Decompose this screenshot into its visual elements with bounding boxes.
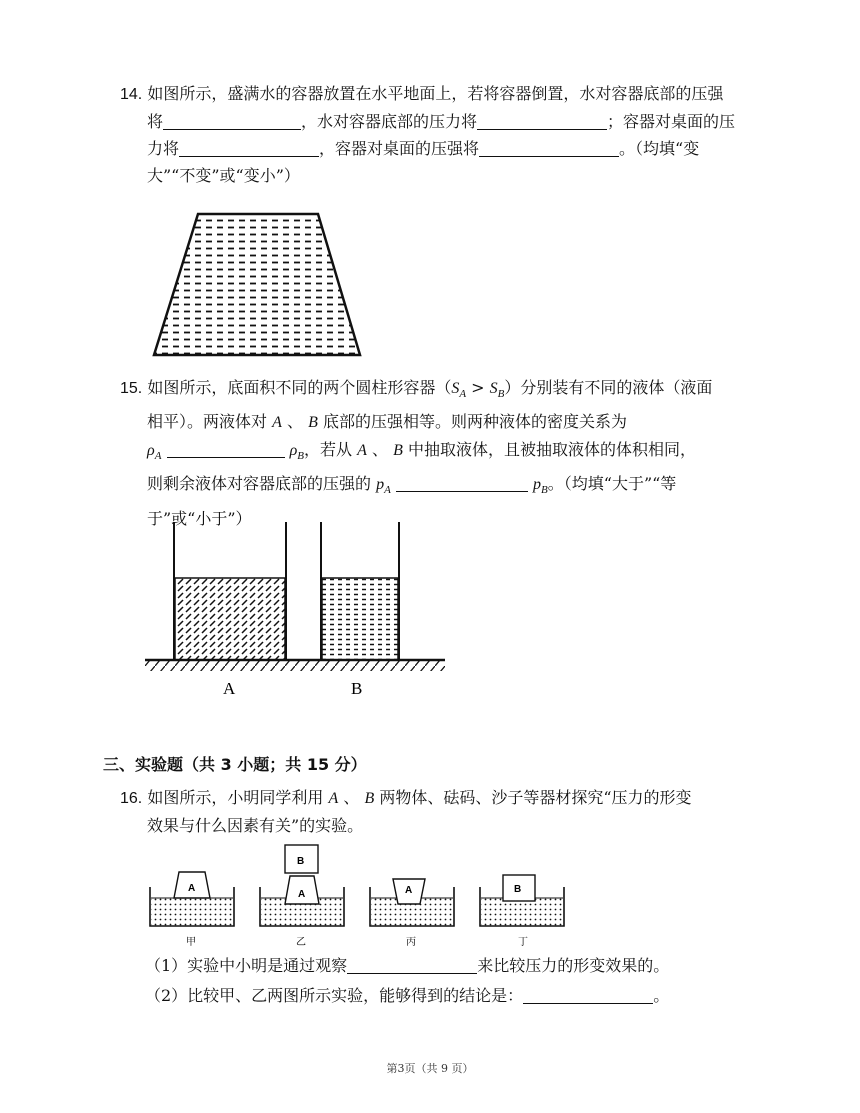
tray-yi bbox=[260, 845, 344, 948]
q16-number: 16. bbox=[120, 790, 143, 807]
q16-line-2: 效果与什么因素有关”的实验。 bbox=[147, 816, 364, 835]
tray-bing bbox=[370, 879, 454, 948]
svg-text:A: A bbox=[405, 885, 413, 896]
q14-line-2: 将 ，水对容器底部的压力将 ；容器对桌面的压 bbox=[147, 112, 736, 131]
tray-jia bbox=[150, 872, 234, 948]
q14-blank-1[interactable] bbox=[163, 111, 301, 130]
container-a-label: A bbox=[223, 679, 236, 698]
question-15 bbox=[120, 374, 765, 532]
q16-subquestion-1: （1）实验中小明是通过观察 来比较压力的形变效果的。 bbox=[145, 956, 670, 975]
q14-blank-4[interactable] bbox=[479, 138, 619, 157]
container-b-label: B bbox=[351, 679, 363, 698]
q16-sand-tray-figure bbox=[148, 842, 568, 952]
tray-ding bbox=[480, 875, 564, 948]
q14-line-3: 力将 ，容器对桌面的压强将 。（均填“变 bbox=[147, 139, 700, 158]
q15-blank-1[interactable] bbox=[167, 439, 285, 458]
caption-bing: 丙 bbox=[406, 937, 416, 948]
q14-blank-3[interactable] bbox=[179, 138, 319, 157]
q16-blank-2[interactable] bbox=[523, 985, 653, 1004]
container-b-liquid bbox=[322, 578, 398, 660]
caption-yi: 乙 bbox=[296, 937, 306, 948]
caption-jia: 甲 bbox=[186, 937, 196, 948]
q16-subquestion-2: （2）比较甲、乙两图所示实验，能够得到的结论是： 。 bbox=[145, 986, 670, 1005]
q14-line-1: 14. 如图所示，盛满水的容器放置在水平地面上，若将容器倒置，水对容器底部的压强 bbox=[120, 84, 724, 103]
svg-text:A: A bbox=[188, 883, 196, 894]
q14-number: 14. bbox=[120, 86, 143, 103]
q15-line-1: 15. 如图所示，底面积不同的两个圆柱形容器$(S_A > S_B)$分别装有不同的液体（液面 bbox=[120, 378, 713, 401]
q15-line-4: 则剩余液体对容器底部的压强的 $p_A$ $p_B$。（均填“大于”“等 bbox=[147, 474, 677, 497]
q15-number: 15. bbox=[120, 380, 143, 397]
q14-blank-2[interactable] bbox=[477, 111, 607, 130]
q15-line-2: 相平）。两液体对 A 、 B 底部的压强相等。则两种液体的密度关系为 bbox=[147, 412, 627, 432]
q15-blank-2[interactable] bbox=[396, 473, 528, 492]
q15-line-3: $\rho_A$ $\rho_B$，若从 A 、 B 中抽取液体，且被抽取液体的体积相同， bbox=[147, 440, 697, 463]
question-16 bbox=[120, 784, 765, 839]
svg-text:B: B bbox=[514, 884, 522, 895]
page-footer: 第3页（共 9 页） bbox=[386, 1062, 474, 1075]
svg-text:B: B bbox=[297, 856, 305, 867]
q15-line-5: 于”或“小于”） bbox=[147, 508, 252, 528]
q16-blank-1[interactable] bbox=[347, 955, 477, 974]
question-14 bbox=[120, 80, 765, 189]
q15-cylinder-containers-figure bbox=[145, 522, 450, 702]
q14-trapezoid-container-figure bbox=[150, 210, 365, 360]
caption-ding: 丁 bbox=[518, 937, 528, 948]
svg-text:A: A bbox=[298, 889, 306, 900]
section-3-heading: 三、实验题（共 3 小题；共 15 分） bbox=[103, 755, 367, 774]
q14-line-4: 大”“不变”或“变小”） bbox=[147, 166, 300, 185]
container-a-liquid bbox=[175, 578, 285, 660]
q16-line-1: 16. 如图所示，小明同学利用 A 、 B 两物体、砝码、沙子等器材探究“压力的形变 bbox=[120, 788, 692, 807]
